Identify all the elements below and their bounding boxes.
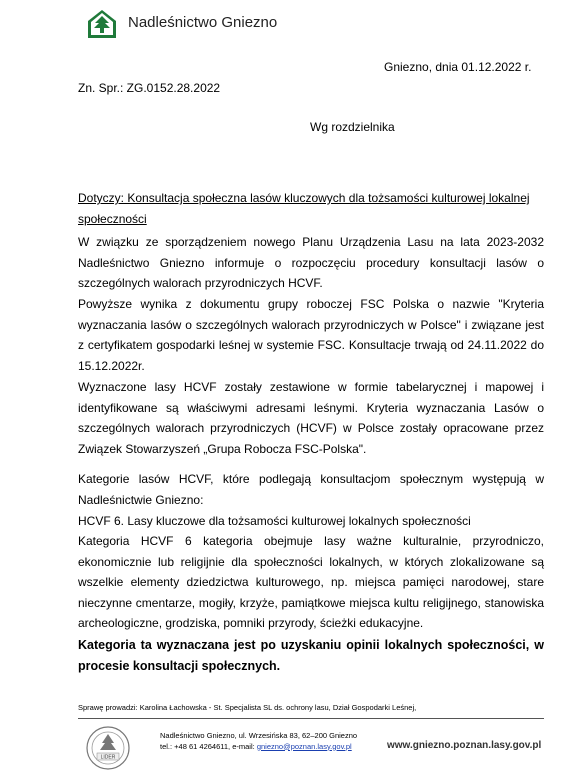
footer-address-block [160,731,357,752]
footer-contact [160,742,357,753]
footer-divider [78,718,544,719]
paragraph-hcvf6-description: Kategoria HCVF 6 kategoria obejmuje lasy ważne kulturalnie, przyrodniczo, ekonomicznie lub religijnie dla społeczności lokalnych, w których zlokalizowane są wszelkie elementy dziedzictwa kulturowego, np. miejsca pamięci narodowej, stare nieczynne cmentarze, mogiły, krzyże, pamiątkowe miejsca kultu religijnego, stanowiska archeologiczne, grodziska, pomniki przyrody, ścieżki edukacyjne. [78,534,544,630]
subject-line: Dotyczy: Konsultacja społeczna lasów kluczowych dla tożsamości kulturowej lokalnej społeczności [78,191,530,226]
footer-email-link[interactable]: gniezno@poznan.lasy.gov.pl [256,741,352,751]
paragraph-hcvf-criteria: Wyznaczone lasy HCVF zostały zestawione w formie tabelarycznej i mapowej i identyfikowane są właściwymi adresami leśnymi. Kryteria wyznaczania Lasów o szczególnych walorach przyrodniczych (HCVF) w Polsce zostały opracowane przez Związek Stowarzyszeń „Grupa Robocza FSC-Polska". [78,380,544,456]
footer-address: Nadleśnictwo Gniezno, ul. Wrzesińska 83, 62–200 Gniezno [160,731,358,740]
organization-name: Nadleśnictwo Gniezno [128,14,278,31]
leader-seal-icon [85,725,131,771]
paragraph-fsc-basis: Powyższe wynika z dokumentu grupy roboczej FSC Polska o nazwie "Kryteria wyznaczania lasów o szczególnych walorach przyrodniczych w Polsce" i związane jest z certyfikatem gospodarki leśnej w systemie FSC. Konsultacje trwają od 24.11.2022 do 15.12.2022r. [78,297,544,373]
recipient: Wg rozdzielnika [310,120,395,134]
seal-text: LIDER [100,754,116,761]
paragraph-hcvf6-title: HCVF 6. Lasy kluczowe dla tożsamości kulturowej lokalnych społeczności [78,514,471,528]
document-date: Gniezno, dnia 01.12.2022 r. [384,60,532,74]
paragraph-intro: W związku ze sporządzeniem nowego Planu Urządzenia Lasu na lata 2023-2032 Nadleśnictwo Gniezno informuje o rozpoczęciu procedury konsultacji lasów o szczególnych walorach przyrodniczych HCVF. [78,235,544,290]
paragraph-conclusion: Kategoria ta wyznaczana jest po uzyskaniu opinii lokalnych społeczności, w procesie konsultacji społecznych. [78,638,544,673]
footer-website-link[interactable]: www.gniezno.poznan.lasy.gov.pl [387,740,542,751]
reference-number: Zn. Spr.: ZG.0152.28.2022 [78,81,221,95]
paragraph-categories: Kategorie lasów HCVF, które podlegają konsultacjom społecznym występują w Nadleśnictwie Gniezno: [78,472,544,507]
footer-phone: tel.: +48 61 4264611, e-mail: [160,741,257,751]
lasy-panstwowe-tree-logo-icon [86,8,118,40]
prepared-by: Sprawę prowadzi: Karolina Łachowska - St. Specjalista SL ds. ochrony lasu, Dział Gospodarki Leśnej, [78,703,417,712]
